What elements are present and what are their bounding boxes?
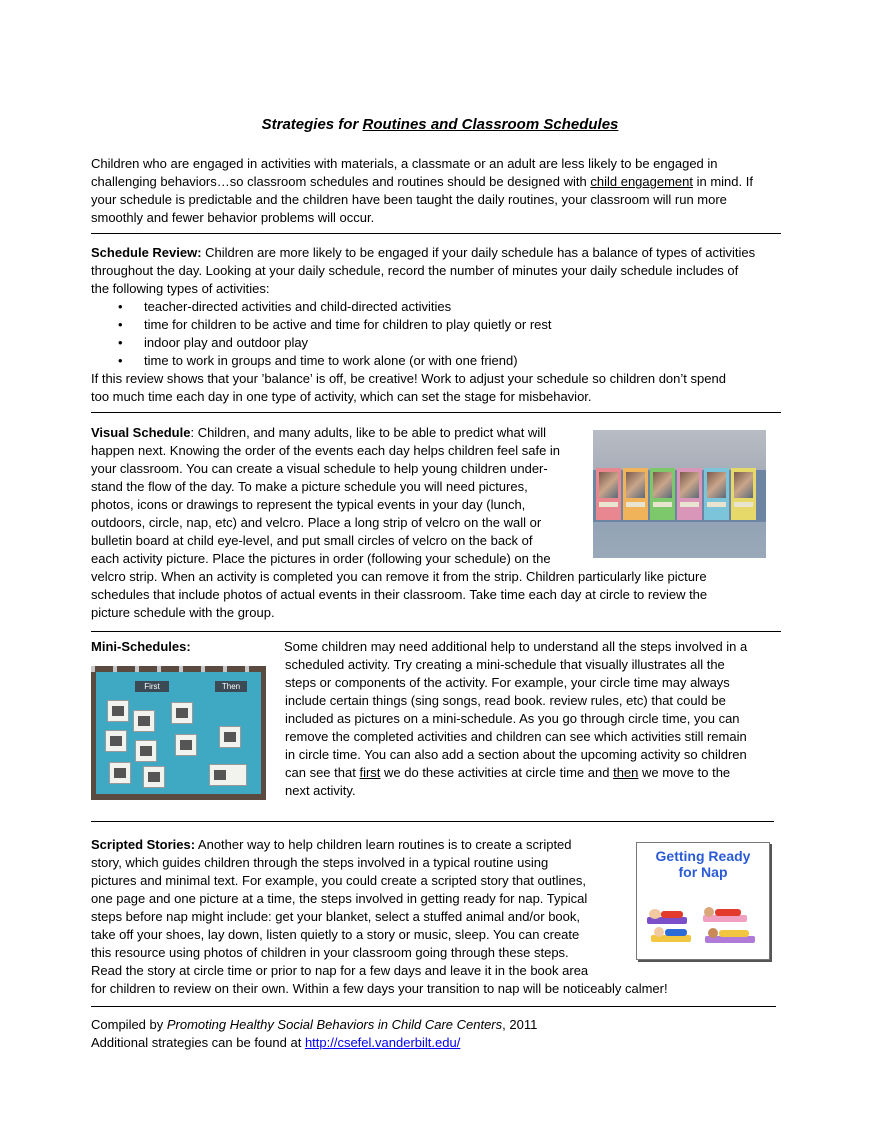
schedule-tile (135, 740, 157, 762)
footer-text: , 2011 (502, 1017, 538, 1032)
card-picture (626, 472, 645, 498)
tile-icon (112, 706, 124, 716)
getting-ready-for-nap-card (636, 842, 770, 960)
schedule-tile (219, 726, 241, 748)
mini-schedules-text: we move to the (638, 765, 731, 780)
schedule-tile (175, 734, 197, 756)
then-underlined: then (613, 765, 639, 780)
visual-schedule-line: picture schedule with the group. (91, 605, 275, 620)
mini-schedules-line: next activity. (285, 783, 356, 798)
footer-text: Additional strategies can be found at (91, 1035, 305, 1050)
schedule-review-heading: Schedule Review: (91, 245, 202, 260)
mini-schedules-text: we do these activities at circle time and (380, 765, 614, 780)
mini-schedules-heading-block (91, 638, 191, 656)
csefel-link[interactable]: http://csefel.vanderbilt.edu/ (304, 1035, 461, 1050)
intro-paragraph (91, 155, 753, 227)
intro-line: smoothly and fewer behavior problems will occur. (91, 210, 375, 225)
scripted-stories-text: Another way to help children learn routines is to create a scripted (195, 837, 572, 852)
footer-additional (91, 1034, 537, 1052)
mini-schedules-line: scheduled activity. Try creating a mini-schedule that visually illustrates all the (285, 657, 725, 672)
visual-schedule-line: each activity picture. Place the pictures in order (following your schedule) on the (91, 551, 551, 566)
scripted-stories-line: Read the story at circle time or prior to nap for a few days and leave it in the book area (91, 963, 589, 978)
schedule-card (704, 468, 729, 520)
tile-icon (214, 770, 226, 780)
source-title: Promoting Healthy Social Behaviors in Child Care Centers (166, 1017, 503, 1032)
schedule-tile (107, 700, 129, 722)
child-engagement-underlined: child engagement (590, 174, 693, 189)
scripted-stories-line: for children to review on their own. Within a few days your transition to nap will be noticeably calmer! (91, 981, 668, 996)
intro-line: Children who are engaged in activities with materials, a classmate or an adult are less likely to be engaged in (91, 156, 718, 171)
schedule-review-line: throughout the day. Looking at your daily schedule, record the number of minutes your daily schedule includes of (91, 263, 739, 278)
nap-card-title-line: Getting Ready (655, 848, 751, 864)
schedule-tile (105, 730, 127, 752)
mini-schedules-line: steps or components of the activity. For example, your circle time may always (285, 675, 730, 690)
tile-icon (176, 708, 188, 718)
scripted-stories-heading: Scripted Stories: (91, 837, 196, 852)
card-label (707, 502, 726, 507)
schedule-review-line: If this review shows that your ’balance’ is off, be creative! Work to adjust your schedule so children don’t spend (91, 371, 726, 386)
mini-schedules-line: Some children may need additional help to understand all the steps involved in a (284, 639, 748, 654)
schedule-card (731, 468, 756, 520)
mini-schedules-text: can see that (285, 765, 360, 780)
mini-schedules-line: remove the completed activities and children can see which activities still remain (285, 729, 747, 744)
schedule-card (677, 468, 702, 520)
scripted-stories-line: take off your shoes, lay down, listen quietly to a story or music, sleep. You can create (91, 927, 580, 942)
schedule-card (596, 468, 621, 520)
card-picture (707, 472, 726, 498)
schedule-tile (143, 766, 165, 788)
visual-schedule-line: velcro strip. When an activity is completed you can remove it from the strip. Children particularly like picture (91, 569, 707, 584)
section-divider (91, 412, 781, 413)
scripted-stories-line: steps before nap might include: get your blanket, select a stuffed animal and/or book, (91, 909, 581, 924)
intro-line: your schedule is predictable and the children have been taught the daily routines, your classroom will run more (91, 192, 727, 207)
schedule-card (650, 468, 675, 520)
nap-card-title-line: for Nap (678, 864, 728, 880)
footer-compiled-by (91, 1016, 537, 1034)
footer (91, 1016, 537, 1052)
footer-text: Compiled by (91, 1017, 167, 1032)
first-header: First (135, 681, 169, 692)
visual-schedule-line: photos, icons or drawings to represent the typical events in your day (lunch, (91, 497, 526, 512)
visual-schedule-text: : Children, and many adults, like to be able to predict what will (190, 425, 546, 440)
sleeping-children-icon (645, 903, 761, 945)
section-divider (91, 631, 781, 632)
tile-icon (140, 746, 152, 756)
card-label (599, 502, 618, 507)
mini-schedules-heading: Mini-Schedules: (91, 639, 191, 654)
list-item: • time for children to be active and time for children to play quietly or rest (91, 316, 755, 334)
visual-schedule-heading: Visual Schedule (91, 425, 191, 440)
section-divider (91, 1006, 776, 1007)
section-divider (91, 233, 781, 234)
mini-schedules-section (284, 638, 747, 800)
schedule-review-line: the following types of activities: (91, 281, 270, 296)
schedule-tile (209, 764, 247, 786)
schedule-review-line (91, 244, 755, 262)
visual-schedule-line: stand the flow of the day. To make a picture schedule you will need pictures, (91, 479, 528, 494)
mini-schedules-line: included as pictures on a mini-schedule. As you go through circle time, you can (285, 711, 740, 726)
schedule-tile (133, 710, 155, 732)
intro-text: in mind. If (693, 174, 753, 189)
nap-card-title (637, 848, 769, 880)
scripted-stories-line: one page and one picture at a time, the steps involved in getting ready for nap. Typical (91, 891, 588, 906)
page-title (0, 115, 880, 135)
title-underlined: Routines and Classroom Schedules (362, 116, 619, 133)
card-label (734, 502, 753, 507)
visual-schedule-photo (593, 430, 766, 558)
schedule-review-section (91, 244, 755, 406)
intro-line (91, 173, 753, 191)
card-label (680, 502, 699, 507)
schedule-review-text: Children are more likely to be engaged if your daily schedule has a balance of types of activities (201, 245, 756, 260)
schedule-card (623, 468, 648, 520)
first-underlined: first (359, 765, 381, 780)
schedule-review-line: too much time each day in one type of activity, which can set the stage for misbehavior. (91, 389, 592, 404)
then-header: Then (215, 681, 247, 692)
scripted-stories-line (91, 836, 668, 854)
schedule-tile (109, 762, 131, 784)
list-item: • time to work in groups and time to work alone (or with one friend) (91, 352, 755, 370)
card-label (626, 502, 645, 507)
tile-icon (180, 740, 192, 750)
activity-types-list (91, 298, 755, 370)
mini-schedule-photo (91, 666, 266, 800)
visual-schedule-line: outdoors, circle, nap, etc) and velcro. Place a long strip of velcro on the wall or (91, 515, 542, 530)
tile-icon (224, 732, 236, 742)
scripted-stories-section (91, 836, 668, 998)
card-label (653, 502, 672, 507)
list-item: • indoor play and outdoor play (91, 334, 755, 352)
visual-schedule-line: your classroom. You can create a visual schedule to help young children under- (91, 461, 548, 476)
scripted-stories-line: story, which guides children through the steps involved in a typical routine using (91, 855, 549, 870)
intro-text: challenging behaviors…so classroom schedules and routines should be designed with (91, 174, 591, 189)
tile-icon (148, 772, 160, 782)
title-prefix: Strategies for (261, 116, 363, 133)
card-picture (599, 472, 618, 498)
visual-schedule-line: happen next. Knowing the order of the events each day helps children feel safe in (91, 443, 561, 458)
tile-icon (114, 768, 126, 778)
tile-icon (138, 716, 150, 726)
mini-schedules-line: in circle time. You can also add a section about the upcoming activity so children (285, 747, 747, 762)
card-picture (734, 472, 753, 498)
schedule-tile (171, 702, 193, 724)
scripted-stories-line: this resource using photos of children in your classroom going through these steps. (91, 945, 569, 960)
visual-schedule-line: schedules that include photos of actual events in their classroom. Take time each day at circle to review the (91, 587, 708, 602)
tile-icon (110, 736, 122, 746)
visual-schedule-line: bulletin board at child eye-level, and put small circles of velcro on the back of (91, 533, 533, 548)
scripted-stories-line: pictures and minimal text. For example, you could create a scripted story that outlines, (91, 873, 586, 888)
card-picture (680, 472, 699, 498)
card-picture (653, 472, 672, 498)
mini-schedules-line (284, 764, 747, 782)
mini-schedules-line: include certain things (sing songs, read book. review rules, etc) that could be (285, 693, 726, 708)
section-divider (91, 821, 774, 822)
list-item: • teacher-directed activities and child-directed activities (91, 298, 755, 316)
